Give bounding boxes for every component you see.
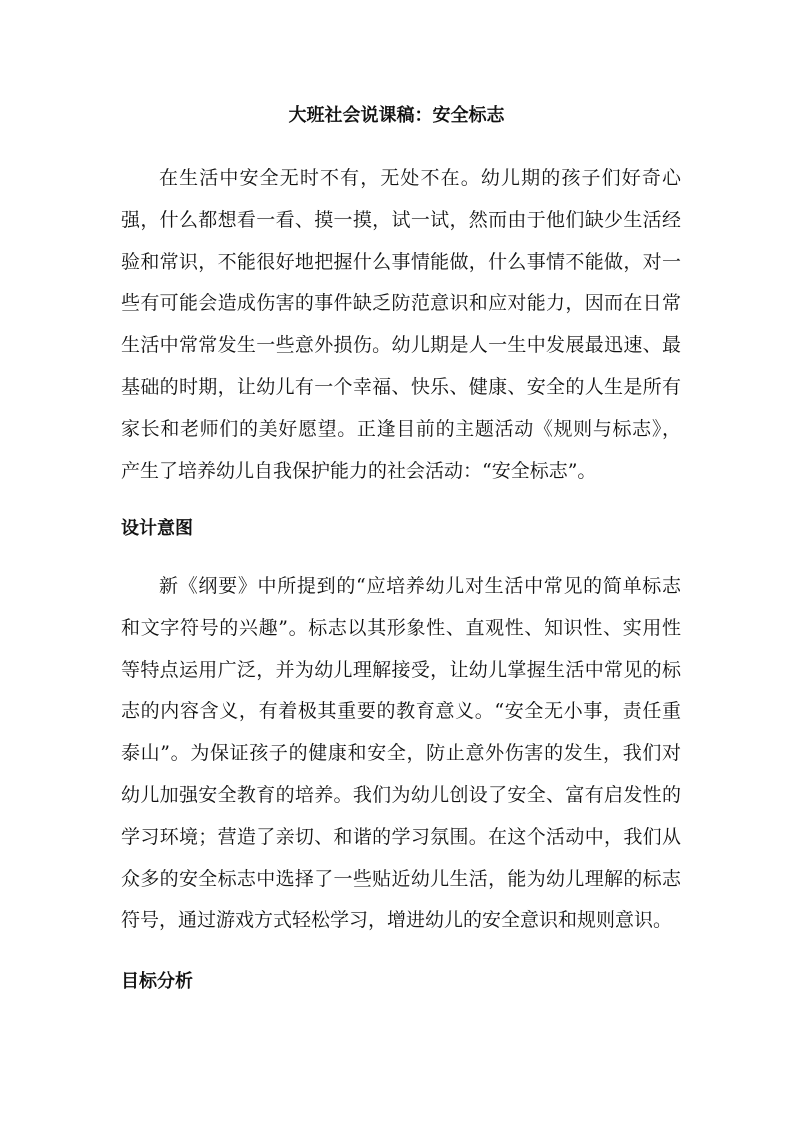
design-intent-paragraph: 新《纲要》中所提到的“应培养幼儿对生活中常见的简单标志和文字符号的兴趣”。标志以其形象性、直观性、知识性、实用性等特点运用广泛，并为幼儿理解接受，让幼儿掌握生活中常见的标志的内容含义，有着极其重要的教育意义。“安全无小事，责任重泰山”。为保证孩子的健康和安全，防止意外伤害的发生，我们对幼儿加强安全教育的培养。我们为幼儿创设了安全、富有启发性的学习环境；营造了亲切、和谐的学习氛围。在这个活动中，我们从众多的安全标志中选择了一些贴近幼儿生活，能为幼儿理解的标志符号，通过游戏方式轻松学习，增进幼儿的安全意识和规则意识。 [121,575,681,932]
intro-paragraph: 在生活中安全无时不有，无处不在。幼儿期的孩子们好奇心强，什么都想看一看、摸一摸，试一试，然而由于他们缺少生活经验和常识，不能很好地把握什么事情能做，什么事情不能做，对一些有可能会造成伤害的事件缺乏防范意识和应对能力，因而在日常生活中常常发生一些意外损伤。幼儿期是人一生中发展最迅速、最基础的时期，让幼儿有一个幸福、快乐、健康、安全的人生是所有家长和老师们的美好愿望。正逢目前的主题活动《规则与标志》，产生了培养幼儿自我保护能力的社会活动：“安全标志”。 [121,167,681,482]
section-heading-design-intent: 设计意图 [121,518,193,539]
section-heading-goal-analysis: 目标分析 [121,971,193,992]
document-title: 大班社会说课稿：安全标志 [288,105,505,126]
